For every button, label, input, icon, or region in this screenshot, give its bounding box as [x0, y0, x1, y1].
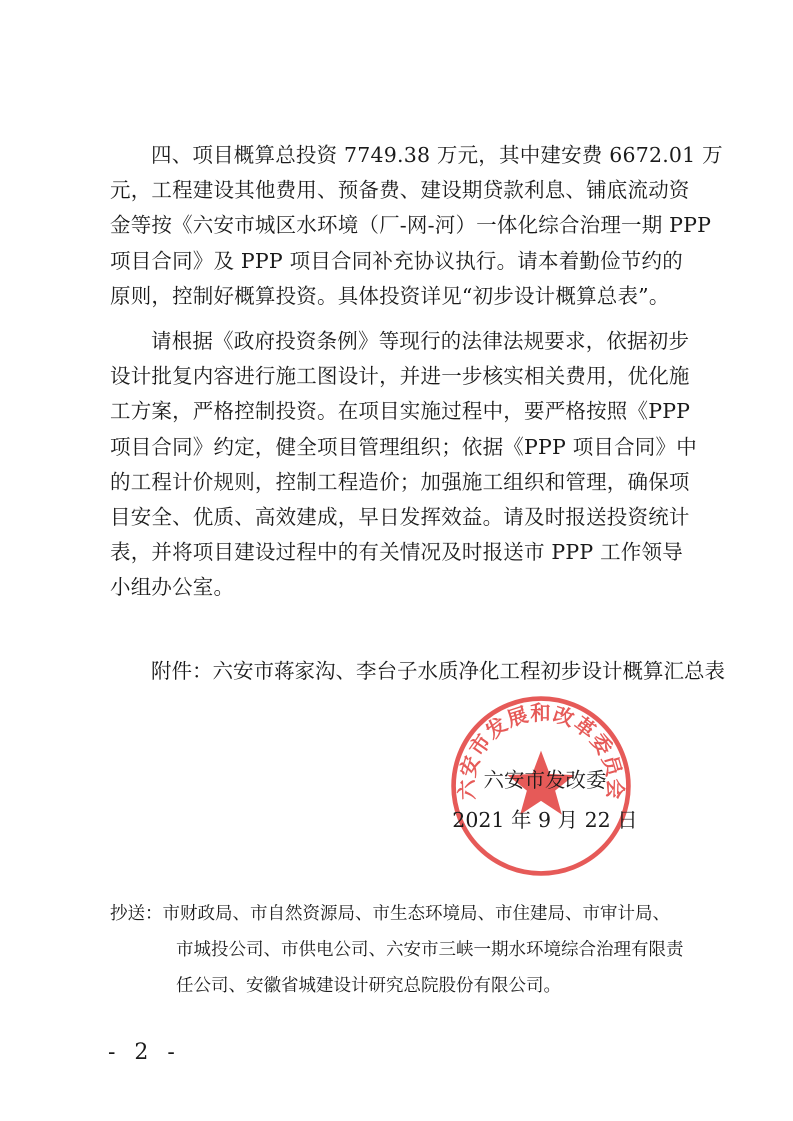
text-line: 工方案，严格控制投资。在项目实施过程中，要严格按照《PPP	[110, 399, 691, 424]
cc-line: 抄送：市财政局、市自然资源局、市生态环境局、市住建局、市审计局、	[110, 904, 670, 924]
paragraph-budget	[110, 138, 723, 314]
seal-text: 六安市发展和改革委员会	[454, 701, 628, 801]
text-line: 表，并将项目建设过程中的有关情况及时报送市 PPP 工作领导	[110, 540, 683, 565]
text-line: 请根据《政府投资条例》等现行的法律法规要求，依据初步	[151, 329, 690, 353]
text-line: 目安全、优质、高效建成，早日发挥效益。请及时报送投资统计	[110, 505, 690, 530]
issuing-organization: 六安市发改委	[483, 768, 607, 792]
text-line: 四、项目概算总投资 7749.38 万元，其中建安费 6672.01 万	[151, 143, 723, 167]
signature-block	[450, 760, 640, 840]
text-line: 小组办公室。	[110, 575, 235, 600]
text-line: 项目合同》约定，健全项目管理组织；依据《PPP 项目合同》中	[110, 434, 697, 459]
cc-line: 市城投公司、市供电公司、六安市三峡一期水环境综合治理有限责	[176, 940, 684, 960]
cc-line: 任公司、安徽省城建设计研究总院股份有限公司。	[176, 976, 561, 996]
text-line: 的工程计价规则，控制工程造价；加强施工组织和管理，确保项	[110, 469, 690, 494]
text-line: 设计批复内容进行施工图设计，并进一步核实相关费用，优化施	[110, 364, 690, 389]
text-line: 原则，控制好概算投资。具体投资详见“初步设计概算总表”。	[110, 283, 670, 308]
text-line: 金等按《六安市城区水环境（厂-网-河）一体化综合治理一期 PPP	[110, 213, 712, 238]
page-number: - 2 -	[108, 1040, 181, 1065]
issue-date: 2021 年 9 月 22 日	[452, 808, 638, 832]
cc-list	[110, 896, 684, 1004]
paragraph-requirements	[110, 324, 697, 606]
text-line: 元，工程建设其他费用、预备费、建设期贷款利息、铺底流动资	[110, 178, 690, 203]
attachment-note: 附件：六安市蒋家沟、李台子水质净化工程初步设计概算汇总表	[151, 659, 725, 683]
text-line: 项目合同》及 PPP 项目合同补充协议执行。请本着勤俭节约的	[110, 248, 683, 273]
